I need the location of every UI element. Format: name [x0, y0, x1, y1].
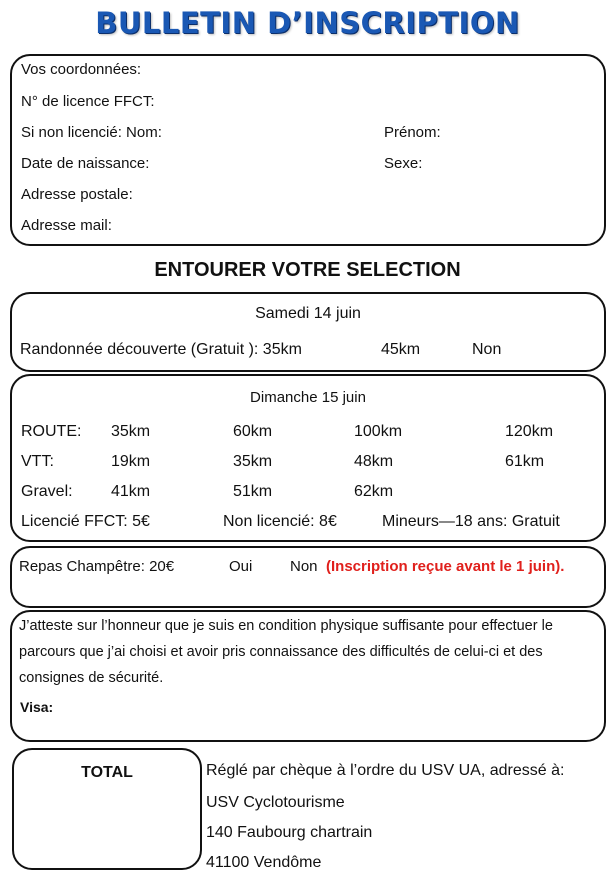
- payment-address-line: 41100 Vendôme: [206, 854, 322, 871]
- saturday-date: Samedi 14 juin: [255, 305, 361, 322]
- saturday-option-45km[interactable]: 45km: [381, 341, 421, 358]
- route-option[interactable]: 120km: [505, 423, 554, 440]
- total-label: TOTAL: [81, 764, 133, 781]
- vtt-option[interactable]: 61km: [505, 453, 545, 470]
- attestation-line: parcours que j’ai choisi et avoir pris connaissance des difficultés de celui-ci et des: [19, 644, 543, 660]
- saturday-section: [10, 292, 606, 372]
- price-unlicensed: Non licencié: 8€: [223, 513, 337, 530]
- name-field-label: Si non licencié: Nom:: [21, 124, 162, 141]
- meal-label: Repas Champêtre: 20€: [19, 558, 175, 575]
- gravel-option[interactable]: 51km: [233, 483, 273, 500]
- saturday-ride-label: Randonnée découverte (Gratuit ): 35km: [20, 341, 302, 358]
- gravel-option[interactable]: 62km: [354, 483, 394, 500]
- firstname-field-label: Prénom:: [384, 124, 441, 141]
- payment-instruction: Réglé par chèque à l’ordre du USV UA, adressé à:: [206, 762, 565, 779]
- meal-option-no[interactable]: Non: [290, 558, 318, 575]
- meal-section: [10, 546, 606, 608]
- route-option[interactable]: 35km: [111, 423, 151, 440]
- payment-address-line: 140 Faubourg chartrain: [206, 824, 373, 841]
- gravel-label: Gravel:: [21, 483, 73, 500]
- visa-label: Visa:: [20, 699, 54, 715]
- route-option[interactable]: 60km: [233, 423, 273, 440]
- vtt-option[interactable]: 35km: [233, 453, 273, 470]
- route-option[interactable]: 100km: [354, 423, 403, 440]
- payment-address-line: USV Cyclotourisme: [206, 794, 345, 811]
- sex-field-label: Sexe:: [384, 155, 423, 172]
- meal-option-yes[interactable]: Oui: [229, 558, 253, 575]
- attestation-line: consignes de sécurité.: [19, 670, 164, 686]
- attestation-line: J’atteste sur l’honneur que je suis en condition physique suffisante pour effectuer le: [19, 618, 553, 634]
- vtt-option[interactable]: 48km: [354, 453, 394, 470]
- vtt-option[interactable]: 19km: [111, 453, 151, 470]
- license-field-label: N° de licence FFCT:: [21, 93, 155, 110]
- contact-header: Vos coordonnées:: [21, 61, 142, 78]
- gravel-option[interactable]: 41km: [111, 483, 151, 500]
- email-field-label: Adresse mail:: [21, 217, 112, 234]
- sunday-date: Dimanche 15 juin: [250, 389, 366, 406]
- birthdate-field-label: Date de naissance:: [21, 155, 150, 172]
- price-minors: Mineurs—18 ans: Gratuit: [382, 513, 560, 530]
- form-title: BULLETIN D’INSCRIPTION: [95, 6, 520, 40]
- price-licensed: Licencié FFCT: 5€: [21, 513, 150, 530]
- vtt-label: VTT:: [21, 453, 54, 470]
- address-field-label: Adresse postale:: [21, 186, 133, 203]
- route-label: ROUTE:: [21, 423, 82, 440]
- selection-heading: ENTOURER VOTRE SELECTION: [154, 259, 461, 281]
- meal-deadline-note: (Inscription reçue avant le 1 juin).: [326, 558, 565, 575]
- saturday-option-none[interactable]: Non: [472, 341, 502, 358]
